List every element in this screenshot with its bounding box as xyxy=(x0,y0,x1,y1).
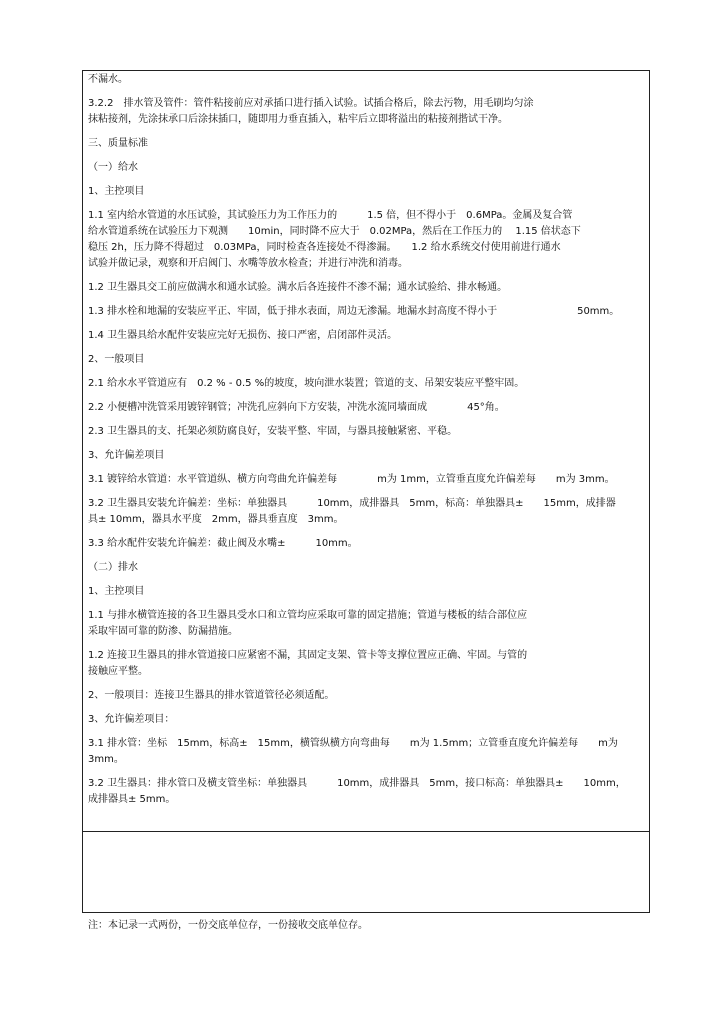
text-line: 3.3 给水配件安装允许偏差：截止阀及水嘴± 10mm。 xyxy=(88,538,358,549)
text-line: 试验并做记录，观察和开启阀门、水嘴等放水检查；并进行冲洗和消毒。 xyxy=(88,258,408,269)
record-table xyxy=(82,70,650,913)
text-line: 1.2 卫生器具交工前应做满水和通水试验。满水后各连接件不渗不漏；通水试验给、排水畅通。 xyxy=(88,282,508,293)
text-line: 1.1 室内给水管道的水压试验，其试验压力为工作压力的 1.5 倍，但不得小于 0.6MPa。金属及复合管 xyxy=(88,210,573,221)
table-content xyxy=(88,71,646,808)
text-line: 不漏水。 xyxy=(88,74,128,85)
item-heading: 2、一般项目 xyxy=(88,354,145,365)
text-line: 3.1 镀锌给水管道：水平管道纵、横方向弯曲允许偏差每 m为 1mm，立管垂直度允许偏差每 m为 3mm。 xyxy=(88,474,615,485)
text-line: 2.3 卫生器具的支、托架必须防腐良好，安装平整、牢固，与器具接触紧密、平稳。 xyxy=(88,426,458,437)
text-line: 3.2.2 排水管及管件：管件粘接前应对承插口进行插入试验。试插合格后，除去污物，用毛刷均匀涂 xyxy=(88,98,534,109)
text-line: 1.4 卫生器具给水配件安装应完好无损伤、接口严密，启闭部件灵活。 xyxy=(88,330,398,341)
footnote: 注：本记录一式两份，一份交底单位存，一份接收交底单位存。 xyxy=(88,920,368,931)
table-divider xyxy=(83,831,649,832)
text-line: 接触应平整。 xyxy=(88,666,148,677)
item-heading: 3、允许偏差项目 xyxy=(88,450,165,461)
text-line: 成排器具± 5mm。 xyxy=(88,794,176,805)
text-line: 3.2 卫生器具：排水管口及横支管坐标：单独器具 10mm，成排器具 5mm，接口标高：单独器具± 10mm， xyxy=(88,778,626,789)
text-line: 1.2 连接卫生器具的排水管道接口应紧密不漏，其固定支架、管卡等支撑位置应正确、牢固。与管的 xyxy=(88,650,528,661)
subsection-heading: （二）排水 xyxy=(88,562,138,573)
text-line: 3mm。 xyxy=(88,754,124,765)
subsection-heading: （一）给水 xyxy=(88,162,138,173)
text-line: 3.2 卫生器具安装允许偏差：坐标：单独器具 10mm，成排器具 5mm，标高：单独器具± 15mm，成排器 xyxy=(88,498,616,509)
text-line: 稳压 2h，压力降不得超过 0.03MPa，同时检查各连接处不得渗漏。 1.2 给水系统交付使用前进行通水 xyxy=(88,242,561,253)
text-line: 3.1 排水管：坐标 15mm，标高± 15mm，横管纵横方向弯曲每 m为 1.5mm；立管垂直度允许偏差每 m为 xyxy=(88,738,618,749)
text-line: 具± 10mm，器具水平度 2mm，器具垂直度 3mm。 xyxy=(88,514,344,525)
text-line: 1.1 与排水横管连接的各卫生器具受水口和立管均应采取可靠的固定措施；管道与楼板的结合部位应 xyxy=(88,610,528,621)
item-heading: 3、允许偏差项目： xyxy=(88,714,175,725)
item-heading: 2、一般项目：连接卫生器具的排水管道管径必须适配。 xyxy=(88,690,335,701)
text-line: 采取牢固可靠的防渗、防漏措施。 xyxy=(88,626,238,637)
text-line: 2.2 小便槽冲洗管采用镀锌钢管；冲洗孔应斜向下方安装，冲洗水流同墙面成 45°角。 xyxy=(88,402,505,413)
section-heading: 三、质量标准 xyxy=(88,138,148,149)
text-line: 抹粘接剂，先涂抹承口后涂抹插口，随即用力垂直插入，粘牢后立即将溢出的粘接剂揩试干净。 xyxy=(88,114,508,125)
text-line: 2.1 给水水平管道应有 0.2 % - 0.5 %的坡度，坡向泄水装置；管道的支、吊架安装应平整牢固。 xyxy=(88,378,525,389)
text-line: 给水管道系统在试验压力下观测 10min，同时降不应大于 0.02MPa，然后在工作压力的 1.15 倍状态下 xyxy=(88,226,581,237)
item-heading: 1、主控项目 xyxy=(88,186,145,197)
item-heading: 1、主控项目 xyxy=(88,586,145,597)
text-line: 1.3 排水栓和地漏的安装应平正、牢固，低于排水表面，周边无渗漏。地漏水封高度不得小于 50mm。 xyxy=(88,306,620,317)
